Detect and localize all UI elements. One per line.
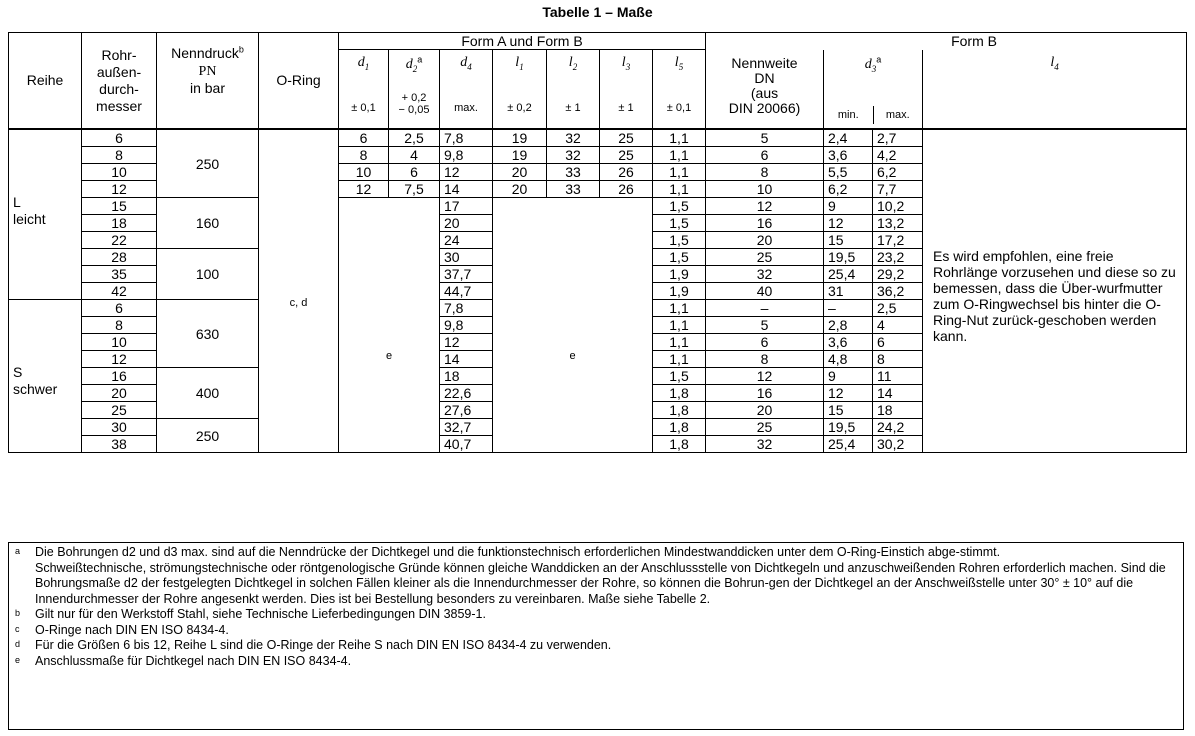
- rohr-cell: 8: [82, 147, 157, 164]
- header-oring: O-Ring: [259, 33, 339, 130]
- pn-cell: 250: [157, 129, 259, 198]
- d3-max-cell: 11: [873, 368, 923, 385]
- d3-max-cell: 4,2: [873, 147, 923, 164]
- l5-cell: 1,9: [653, 283, 706, 300]
- pn-cell: 250: [157, 419, 259, 453]
- d3-max-cell: 36,2: [873, 283, 923, 300]
- oring-note-cell: c, d: [259, 129, 339, 453]
- d3-max-cell: 2,7: [873, 129, 923, 147]
- d3-min-cell: 9: [824, 368, 873, 385]
- l5-cell: 1,1: [653, 147, 706, 164]
- header-form-a-und-b: Form A und Form B: [339, 33, 706, 50]
- l2-cell: 33: [547, 164, 600, 181]
- l1-cell: 20: [493, 164, 547, 181]
- dn-cell: 5: [706, 317, 824, 334]
- d3-min-cell: 31: [824, 283, 873, 300]
- rohr-cell: 6: [82, 129, 157, 147]
- d1-cell: 12: [339, 181, 389, 198]
- rohr-cell: 12: [82, 181, 157, 198]
- l4-note-cell: Es wird empfohlen, eine freie Rohrlänge vorzusehen und diese so zu bemessen, dass die Über-wurfmutter zum O-Ringwechsel bis hinter die O-Ring-Nut zurück-geschoben werden kann.: [923, 129, 1187, 453]
- footnotes: [8, 542, 1184, 730]
- l5-cell: 1,8: [653, 402, 706, 419]
- d3-min-cell: 15: [824, 402, 873, 419]
- d4-cell: 7,8: [440, 300, 493, 317]
- rohr-cell: 42: [82, 283, 157, 300]
- reihe-l-cell: [9, 129, 82, 300]
- d3-max-cell: 24,2: [873, 419, 923, 436]
- footnote-b: b Gilt nur für den Werkstoff Stahl, siehe Technische Lieferbedingungen DIN 3859-1.: [15, 607, 486, 621]
- l5-cell: 1,1: [653, 164, 706, 181]
- d4-cell: 37,7: [440, 266, 493, 283]
- rohr-cell: 15: [82, 198, 157, 215]
- d3-min-cell: 3,6: [824, 334, 873, 351]
- l5-cell: 1,8: [653, 419, 706, 436]
- d4-cell: 7,8: [440, 129, 493, 147]
- footnote-e: e Anschlussmaße für Dichtkegel nach DIN EN ISO 8434-4.: [15, 653, 352, 668]
- dimensions-table: [8, 32, 1187, 453]
- d3-min-cell: 2,4: [824, 129, 873, 147]
- l5-cell: 1,5: [653, 249, 706, 266]
- d3-min-cell: 4,8: [824, 351, 873, 368]
- d4-cell: 20: [440, 215, 493, 232]
- d3-max-cell: 17,2: [873, 232, 923, 249]
- reihe-l-code: L: [13, 194, 21, 210]
- rohr-cell: 25: [82, 402, 157, 419]
- rohr-cell: 8: [82, 317, 157, 334]
- d2-cell: 6: [389, 164, 440, 181]
- header-l5: $l_5$ ± 0,1: [653, 50, 706, 130]
- d2-cell: 7,5: [389, 181, 440, 198]
- l1-cell: 19: [493, 129, 547, 147]
- reihe-s-text: schwer: [13, 381, 58, 397]
- d3-min-cell: 25,4: [824, 266, 873, 283]
- pn-cell: 630: [157, 300, 259, 368]
- l2-cell: 32: [547, 147, 600, 164]
- dn-cell: 32: [706, 266, 824, 283]
- l3-cell: 26: [600, 164, 653, 181]
- rohr-cell: 6: [82, 300, 157, 317]
- d4-cell: 22,6: [440, 385, 493, 402]
- dn-cell: 5: [706, 129, 824, 147]
- footnote-a: a Die Bohrungen d2 und d3 max. sind auf die Nenndrücke der Dichtkegel und die funktionstechnisch erforderlichen Mindestwanddicken unter dem O-Ring-Einstich abge-stimmt.: [15, 545, 1001, 559]
- d3-min-cell: 6,2: [824, 181, 873, 198]
- d1-cell: 6: [339, 129, 389, 147]
- d3-min-cell: 25,4: [824, 436, 873, 453]
- d3-min-cell: 19,5: [824, 249, 873, 266]
- rohr-cell: 16: [82, 368, 157, 385]
- l5-cell: 1,8: [653, 436, 706, 453]
- l5-cell: 1,8: [653, 385, 706, 402]
- d3-max-cell: 23,2: [873, 249, 923, 266]
- l5-cell: 1,1: [653, 351, 706, 368]
- dn-cell: 40: [706, 283, 824, 300]
- dn-cell: 16: [706, 215, 824, 232]
- dn-cell: 8: [706, 351, 824, 368]
- dn-cell: 25: [706, 249, 824, 266]
- dn-cell: 16: [706, 385, 824, 402]
- footnote-d: d Für die Größen 6 bis 12, Reihe L sind die O-Ringe der Reihe S nach DIN EN ISO 8434-4 zu verwenden.: [15, 638, 612, 652]
- d3-min-cell: 12: [824, 215, 873, 232]
- reihe-s-code: S: [13, 364, 23, 380]
- l5-cell: 1,9: [653, 266, 706, 283]
- d3-max-cell: 29,2: [873, 266, 923, 283]
- rohr-cell: 30: [82, 419, 157, 436]
- e-mark-left: e: [339, 198, 440, 453]
- header-form-b: Form B: [706, 33, 1187, 50]
- reihe-s-cell: [9, 300, 82, 453]
- rohr-cell: 10: [82, 164, 157, 181]
- d2-cell: 4: [389, 147, 440, 164]
- d3-min-cell: 3,6: [824, 147, 873, 164]
- dn-cell: 8: [706, 164, 824, 181]
- l2-cell: 32: [547, 129, 600, 147]
- dn-cell: 20: [706, 402, 824, 419]
- d3-min-cell: 19,5: [824, 419, 873, 436]
- d3-min-cell: 15: [824, 232, 873, 249]
- dn-cell: 6: [706, 334, 824, 351]
- dn-cell: 25: [706, 419, 824, 436]
- d4-cell: 17: [440, 198, 493, 215]
- d2-cell: 2,5: [389, 129, 440, 147]
- reihe-l-text: leicht: [13, 211, 46, 227]
- rohr-cell: 22: [82, 232, 157, 249]
- l5-cell: 1,1: [653, 181, 706, 198]
- dn-cell: 12: [706, 198, 824, 215]
- d3-max-cell: 10,2: [873, 198, 923, 215]
- dn-cell: 12: [706, 368, 824, 385]
- d3-max-cell: 14: [873, 385, 923, 402]
- d3-min-cell: –: [824, 300, 873, 317]
- e-mark-right: e: [493, 198, 653, 453]
- dn-cell: 20: [706, 232, 824, 249]
- d3-max-cell: 8: [873, 351, 923, 368]
- l5-cell: 1,5: [653, 232, 706, 249]
- l5-cell: 1,1: [653, 334, 706, 351]
- l3-cell: 26: [600, 181, 653, 198]
- l1-cell: 19: [493, 147, 547, 164]
- d3-max-cell: 13,2: [873, 215, 923, 232]
- d4-cell: 14: [440, 181, 493, 198]
- d4-cell: 32,7: [440, 419, 493, 436]
- rohr-cell: 38: [82, 436, 157, 453]
- pn-cell: 100: [157, 249, 259, 300]
- l1-cell: 20: [493, 181, 547, 198]
- table-body: [9, 129, 1187, 453]
- l3-cell: 25: [600, 129, 653, 147]
- l5-cell: 1,1: [653, 317, 706, 334]
- d3-min-cell: 5,5: [824, 164, 873, 181]
- d4-cell: 9,8: [440, 317, 493, 334]
- pn-cell: 400: [157, 368, 259, 419]
- header-reihe: Reihe: [9, 33, 82, 130]
- header-d2: $d_2^a$ + 0,2 − 0,05: [389, 50, 440, 130]
- pn-cell: 160: [157, 198, 259, 249]
- dn-cell: 6: [706, 147, 824, 164]
- footnote-a-continued: Schweißtechnische, strömungstechnische oder röntgenologische Gründe können gleiche Wanddicken an der Anschlussstelle von Dichtkegeln und anzuschweißenden Rohren erforderlich machen. Sind die Bohrungsmaße d2 der festgelegten Dichtkegel in solchen Fällen kleiner als die Innendurchmesser der Rohre, so können die Bohrun-gen der Dichtkegel an der Anschweißstelle unter 30° ± 10° auf die Innendurchmesser der Rohre angesenkt werden. Dies ist bei Bestellung besonders zu vereinbaren. Maße siehe Tabelle 2.: [35, 560, 1166, 606]
- d4-cell: 9,8: [440, 147, 493, 164]
- l2-cell: 33: [547, 181, 600, 198]
- header-nenndruck: Nenndruck$^b$ PN in bar: [157, 33, 259, 130]
- d4-cell: 40,7: [440, 436, 493, 453]
- rohr-cell: 12: [82, 351, 157, 368]
- d4-cell: 44,7: [440, 283, 493, 300]
- header-l3: $l_3$ ± 1: [600, 50, 653, 130]
- header-d3: $d_3^a$ min. max.: [824, 50, 923, 130]
- header-d4: $d_4$ max.: [440, 50, 493, 130]
- footnote-c: c O-Ringe nach DIN EN ISO 8434-4.: [15, 622, 229, 637]
- d3-max-cell: 4: [873, 317, 923, 334]
- header-d1: $d_1$ ± 0,1: [339, 50, 389, 130]
- d3-max-cell: 2,5: [873, 300, 923, 317]
- d4-cell: 30: [440, 249, 493, 266]
- d3-max-cell: 18: [873, 402, 923, 419]
- rohr-cell: 18: [82, 215, 157, 232]
- header-l2: $l_2$ ± 1: [547, 50, 600, 130]
- rohr-cell: 20: [82, 385, 157, 402]
- dn-cell: 10: [706, 181, 824, 198]
- d4-cell: 24: [440, 232, 493, 249]
- l5-cell: 1,5: [653, 368, 706, 385]
- d3-max-cell: 7,7: [873, 181, 923, 198]
- header-rohraussendurchmesser: Rohr- außen- durch- messer: [82, 33, 157, 130]
- table-row: [9, 129, 1187, 147]
- d4-cell: 27,6: [440, 402, 493, 419]
- d4-cell: 12: [440, 334, 493, 351]
- l5-cell: 1,1: [653, 129, 706, 147]
- d1-cell: 10: [339, 164, 389, 181]
- d4-cell: 14: [440, 351, 493, 368]
- d3-min-cell: 12: [824, 385, 873, 402]
- d4-cell: 12: [440, 164, 493, 181]
- rohr-cell: 35: [82, 266, 157, 283]
- d3-max-cell: 30,2: [873, 436, 923, 453]
- dn-cell: –: [706, 300, 824, 317]
- d4-cell: 18: [440, 368, 493, 385]
- header-l4: $l_4$: [923, 50, 1187, 130]
- d3-max-cell: 6: [873, 334, 923, 351]
- rohr-cell: 10: [82, 334, 157, 351]
- table-title: Tabelle 1 – Maße: [542, 4, 653, 20]
- l3-cell: 25: [600, 147, 653, 164]
- d3-max-cell: 6,2: [873, 164, 923, 181]
- d3-min-cell: 9: [824, 198, 873, 215]
- header-l1: $l_1$ ± 0,2: [493, 50, 547, 130]
- l5-cell: 1,1: [653, 300, 706, 317]
- dn-cell: 32: [706, 436, 824, 453]
- l5-cell: 1,5: [653, 215, 706, 232]
- d3-min-cell: 2,8: [824, 317, 873, 334]
- l5-cell: 1,5: [653, 198, 706, 215]
- rohr-cell: 28: [82, 249, 157, 266]
- header-nennweite: Nennweite DN (aus DIN 20066): [706, 50, 824, 130]
- d1-cell: 8: [339, 147, 389, 164]
